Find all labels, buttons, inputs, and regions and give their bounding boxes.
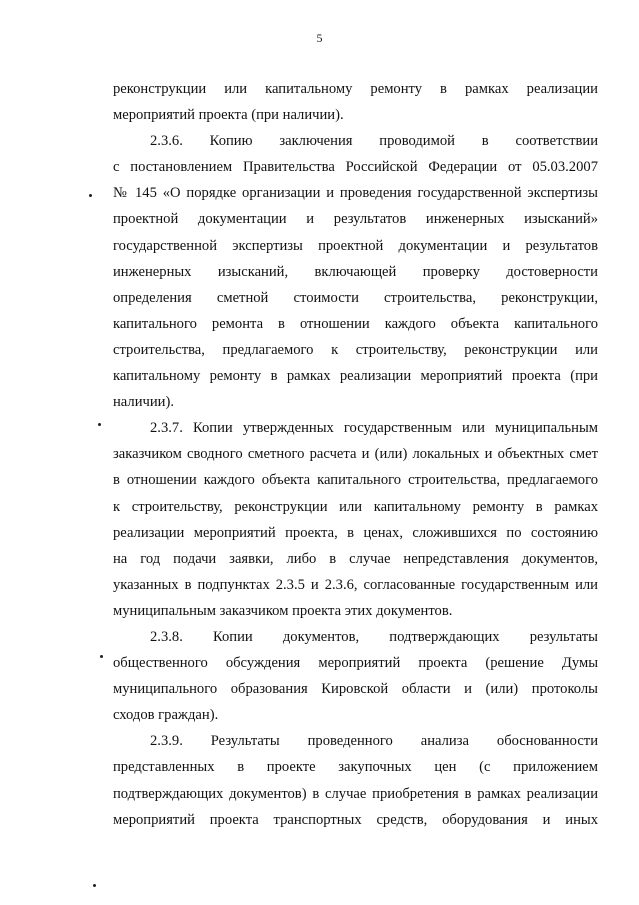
text-line: государственной экспертизы проектной документации и результатов [113,237,598,254]
margin-mark [93,884,96,887]
margin-mark [98,423,101,426]
text-line: № 145 «О порядке организации и проведения государственной экспертизы [113,185,598,202]
margin-mark [89,194,92,197]
text-line: проектной документации и результатов инженерных изысканий» [113,211,598,228]
text-line: 2.3.9. Результаты проведенного анализа обоснованности [150,733,598,750]
document-body [113,76,598,833]
text-line: строительства, предлагаемого к строительству, реконструкции или [113,341,598,358]
text-line: мероприятий проекта (при наличии). [113,107,344,124]
text-line: с постановлением Правительства Российской Федерации от 05.03.2007 [113,159,598,176]
text-line: 2.3.8. Копии документов, подтверждающих результаты [150,628,598,645]
text-line: реконструкции или капитальному ремонту в рамках реализации [113,81,598,97]
text-line: подтверждающих документов) в случае приобретения в рамках реализации [113,785,598,802]
text-line: определения сметной стоимости строительства, реконструкции, [113,289,598,306]
text-line: наличии). [113,394,174,411]
text-line: к строительству, реконструкции или капитальному ремонту в рамках [113,498,598,515]
text-line: инженерных изысканий, включающей проверку достоверности [113,263,598,280]
text-line: в отношении каждого объекта капитального строительства, предлагаемого [113,472,598,489]
text-line: сходов граждан). [113,707,219,724]
text-line: на год подачи заявки, либо в случае непредставления документов, [113,550,598,567]
text-line: капитального ремонта в отношении каждого объекта капитального [113,315,598,332]
text-line: 2.3.6. Копию заключения проводимой в соответствии [150,133,598,150]
text-line: представленных в проекте закупочных цен (с приложением [113,759,598,776]
page-number: 5 [316,31,323,45]
text-line: общественного обсуждения мероприятий проекта (решение Думы [113,655,598,672]
text-line: муниципальным заказчиком проекта этих документов. [113,602,453,619]
text-line: 2.3.7. Копии утвержденных государственным или муниципальным [150,420,598,437]
margin-mark [100,655,103,658]
text-line: реализации мероприятий проекта, в ценах, сложившихся по состоянию [113,524,598,541]
text-line: капитальному ремонту в рамках реализации мероприятий проекта (при [113,368,598,385]
text-line: мероприятий проекта транспортных средств, оборудования и иных [113,811,598,828]
text-line: заказчиком сводного сметного расчета и (или) локальных и объектных смет [113,446,598,463]
text-line: указанных в подпунктах 2.3.5 и 2.3.6, согласованные государственным или [113,576,598,593]
text-line: муниципального образования Кировской области и (или) протоколы [113,681,598,698]
